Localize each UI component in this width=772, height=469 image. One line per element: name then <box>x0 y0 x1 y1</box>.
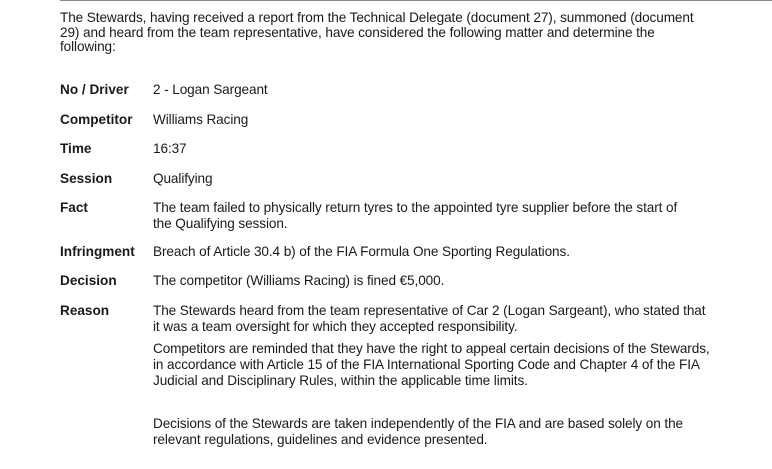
intro-paragraph: The Stewards, having received a report from the Technical Delegate (document 27), summoned (document 29) and heard from the team representative, have considered the following matter and determine the following: <box>60 10 694 55</box>
top-divider <box>60 0 772 1</box>
field-label-competitor: Competitor <box>60 112 133 127</box>
appeal-notice: Competitors are reminded that they have the right to appeal certain decisions of the Stewards, in accordance with Article 15 of the FIA International Sporting Code and Chapter 4 of the FIA Judicial and Disciplinary Rules, within the applicable time limits. <box>153 341 710 388</box>
field-label-driver: No / Driver <box>60 82 129 97</box>
field-value-reason: The Stewards heard from the team representative of Car 2 (Logan Sargeant), who stated that it was a team oversight for which they accepted responsibility. <box>153 303 706 334</box>
field-value-driver: 2 - Logan Sargeant <box>153 82 268 97</box>
field-label-time: Time <box>60 141 92 156</box>
field-label-reason: Reason <box>60 303 110 318</box>
field-value-decision: The competitor (Williams Racing) is fined €5,000. <box>153 273 445 288</box>
field-value-competitor: Williams Racing <box>153 112 249 127</box>
field-label-session: Session <box>60 171 113 186</box>
field-label-infringement: Infringment <box>60 244 135 259</box>
field-value-fact: The team failed to physically return tyres to the appointed tyre supplier before the start of the Qualifying session. <box>153 200 678 231</box>
field-value-session: Qualifying <box>153 171 213 186</box>
field-value-infringement: Breach of Article 30.4 b) of the FIA Formula One Sporting Regulations. <box>153 244 570 259</box>
field-value-time: 16:37 <box>153 141 187 156</box>
field-label-decision: Decision <box>60 273 117 288</box>
field-label-fact: Fact <box>60 200 88 215</box>
independence-notice: Decisions of the Stewards are taken independently of the FIA and are based solely on the relevant regulations, guidelines and evidence presented. <box>153 416 684 447</box>
